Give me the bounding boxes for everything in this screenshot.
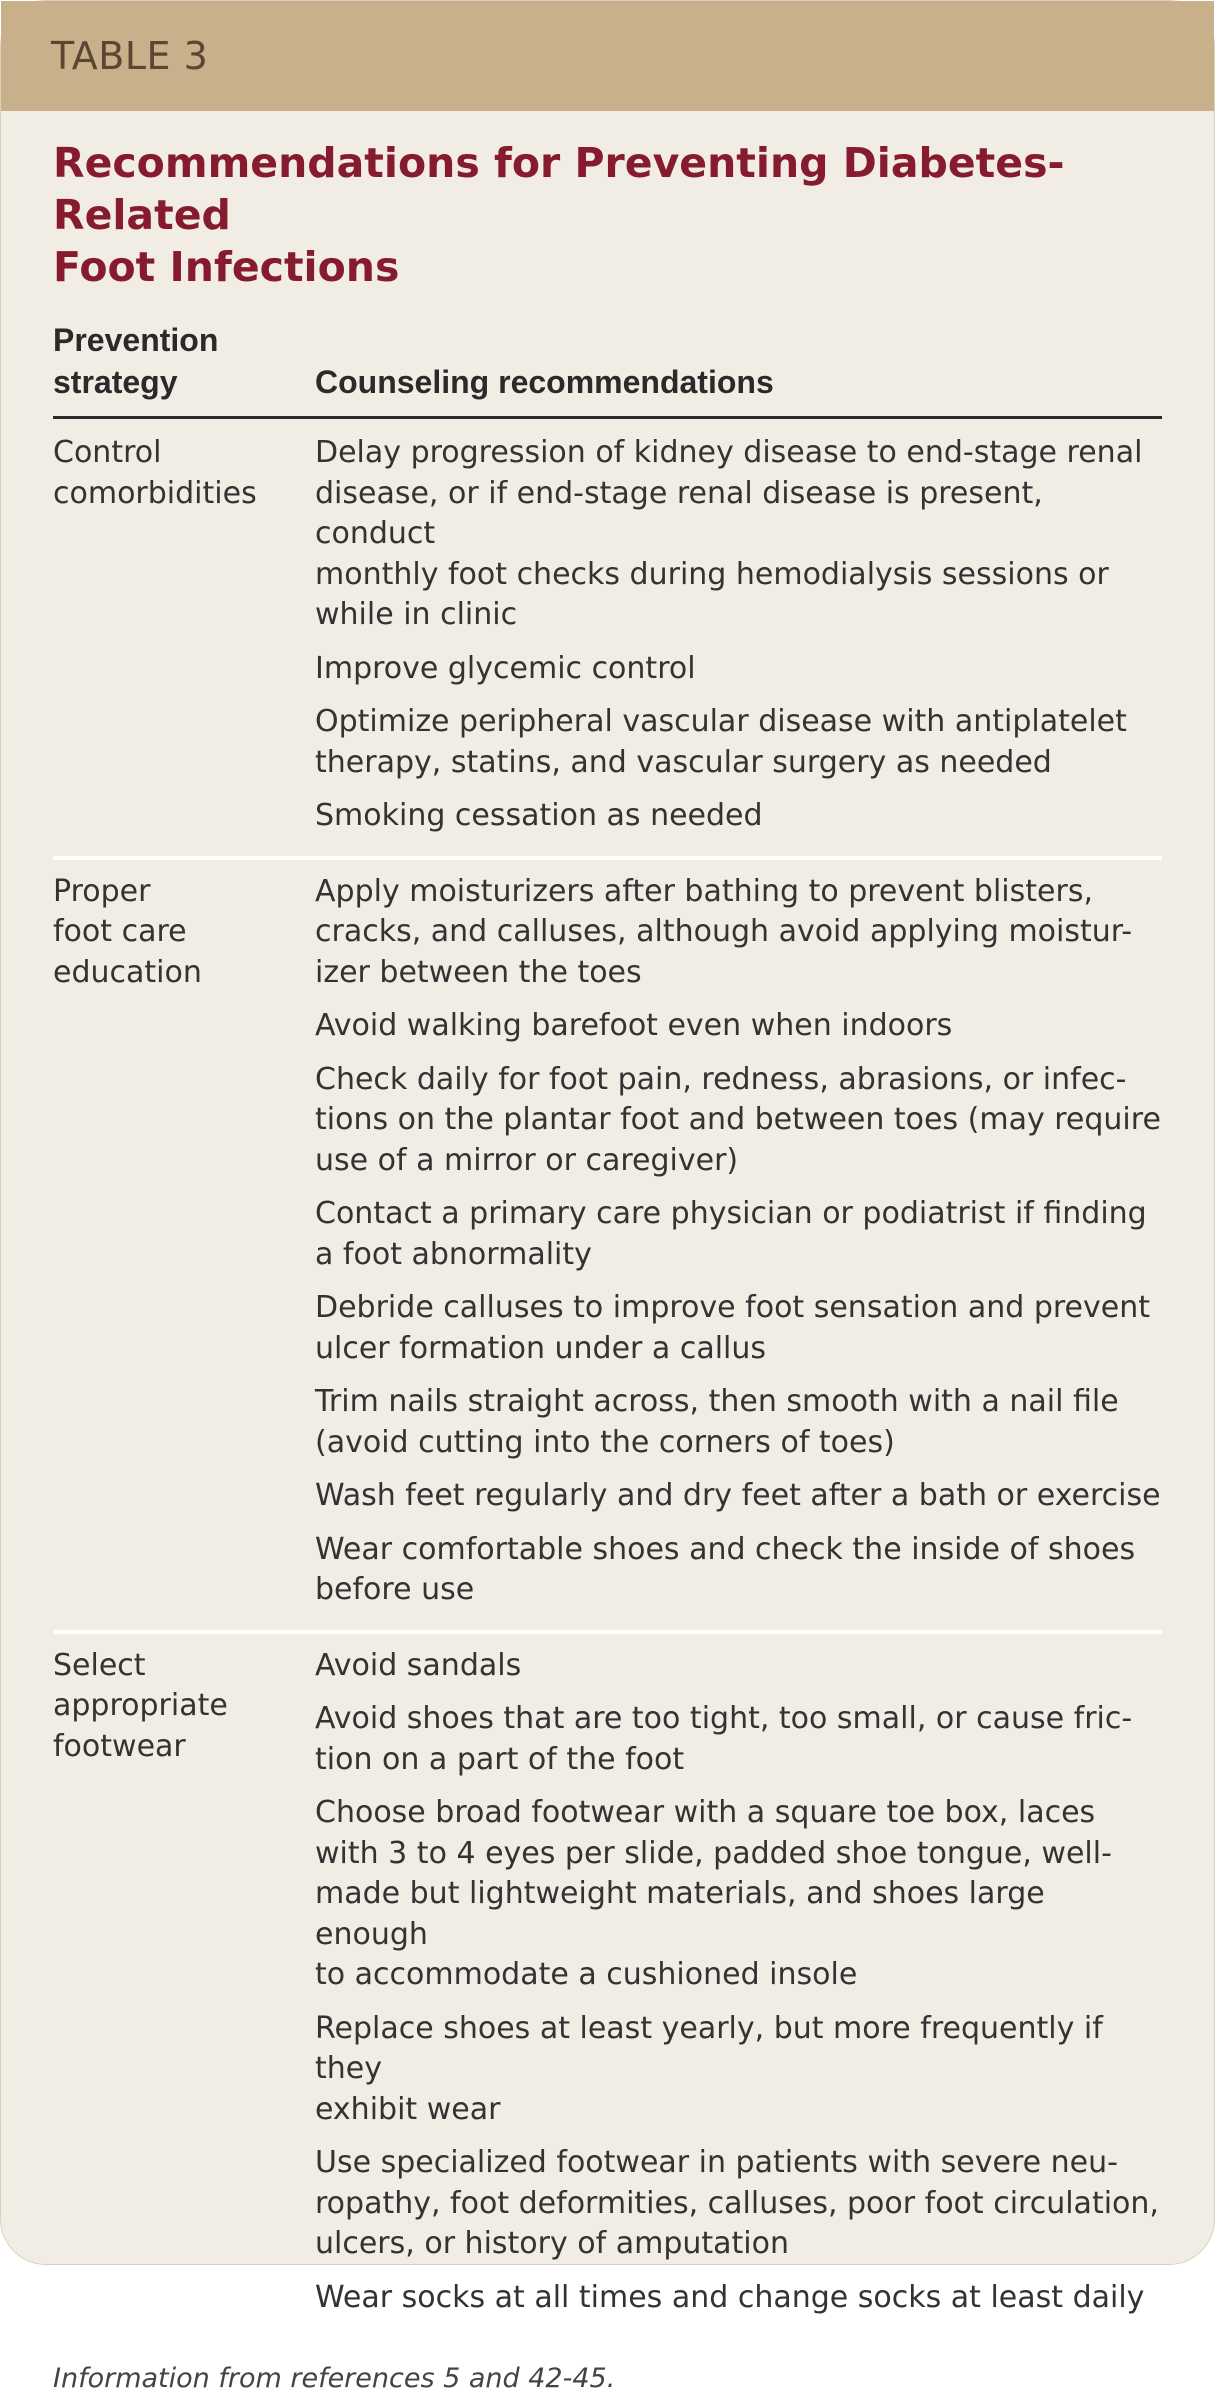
table-number-label: TABLE 3 (51, 34, 209, 78)
recommendation-item: Contact a primary care physician or podiatrist if finding a foot abnormality (315, 1196, 1147, 1272)
recommendation-item: Smoking cessation as needed (315, 798, 763, 833)
recommendations-cell (315, 1646, 1162, 2332)
strategy-cell: Control comorbidities (53, 435, 257, 511)
column-header-recommendations: Counseling recommendations (315, 364, 774, 400)
column-headers (53, 319, 1162, 419)
table-title: Recommendations for Preventing Diabetes-Related Foot Infections (53, 139, 1065, 291)
recommendation-item: Avoid shoes that are too tight, too small, or cause fric- tion on a part of the foot (315, 1701, 1133, 1777)
recommendation-item: Wear comfortable shoes and check the inside of shoes before use (315, 1531, 1136, 1607)
recommendation-item: Apply moisturizers after bathing to prevent blisters, cracks, and calluses, although avoid applying moistur- izer between the toes (315, 873, 1133, 990)
strategy-cell: Proper foot care education (53, 873, 202, 990)
column-header-strategy: Prevention strategy (53, 322, 219, 400)
table-body (53, 419, 1162, 2341)
table-row (53, 860, 1162, 1634)
table-row (53, 1634, 1162, 2342)
recommendation-item: Check daily for foot pain, redness, abrasions, or infec- tions on the plantar foot and between toes (may require use of a mirror or caregiver) (315, 1061, 1161, 1178)
recommendations-cell (315, 872, 1162, 1624)
recommendation-item: Avoid sandals (315, 1647, 522, 1683)
recommendation-item: Replace shoes at least yearly, but more frequently if they exhibit wear (315, 2010, 1103, 2127)
recommendation-item: Wear socks at all times and change socks at least daily (315, 2279, 1145, 2315)
recommendation-item: Choose broad footwear with a square toe box, laces with 3 to 4 eyes per slide, padded shoe tongue, well- made but lightweight materials, and shoes large enough to accommodate a cushioned insole (315, 1795, 1112, 1992)
recommendation-item: Use specialized footwear in patients with severe neu- ropathy, foot deformities, calluses, poor foot circulation, ulcers, or history of amputation (315, 2145, 1159, 2261)
recommendation-item: Delay progression of kidney disease to end-stage renal disease, or if end-stage renal disease is present, conduct monthly foot checks during hemodialysis sessions or while in clinic (315, 435, 1143, 632)
recommendation-item: Wash feet regularly and dry feet after a bath or exercise (315, 1478, 1161, 1513)
recommendation-item: Optimize peripheral vascular disease with antiplatelet therapy, statins, and vascular surgery as needed (315, 704, 1127, 780)
recommendations-cell (315, 433, 1162, 850)
table-header-band (1, 1, 1214, 111)
recommendation-item: Trim nails straight across, then smooth with a nail file (avoid cutting into the corners of toes) (315, 1384, 1119, 1460)
table-content (1, 111, 1214, 2394)
recommendation-item: Avoid walking barefoot even when indoors (315, 1008, 953, 1043)
table-footnote: Information from references 5 and 42-45. (53, 2363, 616, 2394)
recommendation-item: Debride calluses to improve foot sensation and prevent ulcer formation under a callus (315, 1290, 1150, 1366)
strategy-cell: Select appropriate footwear (53, 1647, 228, 1764)
recommendation-item: Improve glycemic control (315, 650, 696, 686)
table-row (53, 419, 1162, 860)
